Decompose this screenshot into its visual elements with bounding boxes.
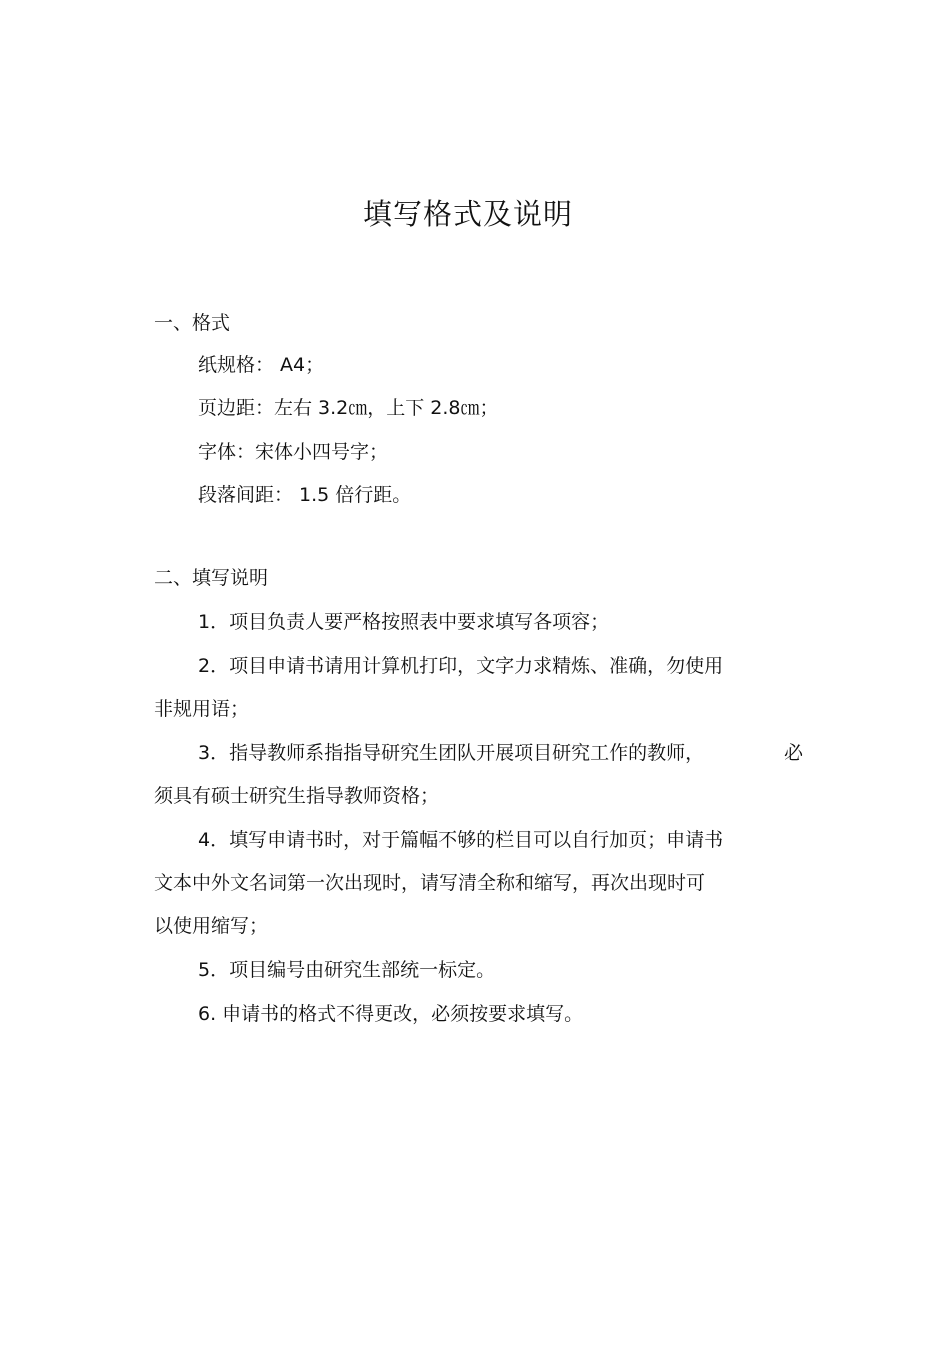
instruction-item-5: 5．项目编号由研究生部统一标定。	[198, 959, 496, 981]
instruction-item-4-line-3: 以使用缩写；	[154, 915, 269, 937]
section-heading-instructions: 二、填写说明	[154, 567, 269, 589]
format-font: 字体：宋体小四号字；	[198, 441, 389, 463]
instruction-item-3-line-1-tail: 必	[784, 742, 804, 764]
instruction-item-2-line-1: 2．项目申请书请用计算机打印，文字力求精炼、准确，勿使用	[198, 655, 724, 677]
instruction-item-1: 1．项目负责人要严格按照表中要求填写各项容；	[198, 611, 610, 633]
instruction-item-4-line-1: 4．填写申请书时，对于篇幅不够的栏目可以自行加页；申请书	[198, 829, 724, 851]
instruction-item-6: 6. 申请书的格式不得更改，必须按要求填写。	[198, 1003, 584, 1025]
instruction-item-3-line-1: 3．指导教师系指指导研究生团队开展项目研究工作的教师，	[198, 742, 705, 764]
format-paper-size: 纸规格： A4；	[198, 354, 325, 376]
format-margins: 页边距：左右 3.2㎝，上下 2.8㎝；	[198, 397, 499, 419]
section-heading-format: 一、格式	[154, 312, 231, 334]
page-title: 填写格式及说明	[362, 197, 573, 231]
format-line-spacing: 段落间距： 1.5 倍行距。	[198, 484, 412, 506]
instruction-item-4-line-2: 文本中外文名词第一次出现时，请写清全称和缩写，再次出现时可	[154, 872, 706, 894]
instruction-item-2-line-2: 非规用语；	[154, 698, 250, 720]
instruction-item-3-line-2: 须具有硕士研究生指导教师资格；	[154, 785, 440, 807]
